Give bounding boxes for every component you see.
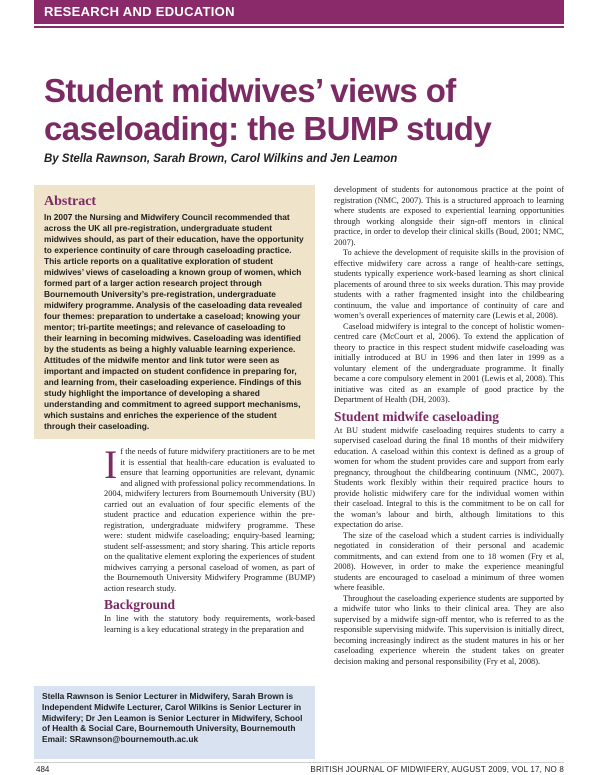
background-heading: Background: [104, 597, 176, 612]
section-header: [0, 0, 600, 24]
abstract-text: In 2007 the Nursing and Midwifery Council recommended that across the UK all pre-registration, undergraduate student midwives should, as part of their education, have the opportunity to experience continuity of care through caseloading practice. This article reports on a qualitative exploration of student midwives’ views of caseloading a known group of women, which formed part of a larger action research project through Bournemouth University’s pre-registration, undergraduate midwifery programme. Analysis of the caseloading data revealed four themes: preparation to undertake a caseload; knowing your mentor; tri-partite meetings; and relevance of caseloading to their learning in becoming midwives. Caseloading was identified by the students as being a highly valuable learning experience. Attitudes of the midwife mentor and link tutor were seen as important and impacted on student confidence in preparing for, and learning from, their caseloading experience. Findings of this study highlight the importance of developing a shared understanding and commitment to agreed support mechanisms, which sustains and enriches the experience of the student through their caseloading.: [44, 212, 304, 431]
body-paragraph-2: To achieve the development of requisite skills in the provision of effective midwifery care across a range of health-care settings, students typically experience work-based learning as short clinical placements of around three to six weeks duration. This may provide students with a rather fragmented insight into the childbearing continuum, the value and importance of continuity of care and women’s overall experiences of maternity care (Lewis et al, 2008).: [334, 248, 564, 320]
author-affiliation-box: Stella Rawnson is Senior Lecturer in Midwifery, Sarah Brown is Independent Midwife Lecturer, Carol Wilkins is Senior Lecturer in Midwifery; Dr Jen Leamon is Senior Lecturer in Midwifery, School of Health & Social Care, Bournemouth University, Bournemouth Email: SRawnson@bournemouth.ac.uk: [34, 686, 315, 759]
section-header-rule: [34, 26, 564, 28]
body-paragraph-6: Throughout the caseloading experience students are supported by a midwife tutor who links to their clinical area. They are also supervised by a midwife sign-off mentor, who is referred to as the responsible supervising midwife. This supervision is initially direct, becoming increasingly indirect as the student matures in his or her caseloading experience wherein the student takes on greater decision making and personal responsibility (Fry et al, 2008).: [334, 593, 564, 666]
caseloading-heading: Student midwife caseloading: [334, 408, 500, 424]
section-label: RESEARCH AND EDUCATION: [44, 4, 235, 19]
intro-paragraph: [104, 442, 315, 594]
body-paragraph-1: development of students for autonomous practice at the point of registration (NMC, 2007). This is a structured approach to learning where students are exposed to experiential learning opportunities through working alongside their sign-off mentors in clinical practice, in order to develop their clinical skills (Boud, 2001; NMC, 2007).: [334, 185, 564, 247]
body-paragraph-5: The size of the caseload which a student carries is individually negotiated in consideration of their personal and academic commitments, and can extend from one to 18 women (Fry et al, 2008). However, in order to make the experience meaningful students are encouraged to caseload a minimum of three women where feasible.: [334, 530, 564, 592]
journal-citation: BRITISH JOURNAL OF MIDWIFERY, AUGUST 2009, VOL 17, NO 8: [310, 765, 564, 774]
body-paragraph-4: At BU student midwife caseloading requires students to carry a supervised caseload during the final 18 months of their midwifery education. A caseload within this context is defined as a group of women for whom the student provides care and support from early pregnancy, throughout the childbearing continuum (NMC, 2007). Students work flexibly within their required practice hours to provide holistic midwifery care for the individual women within their caseload. Integral to this is the commitment to be on call for the woman’s labour and birth, although limitations to this expectation do arise.: [334, 425, 564, 529]
background-paragraph: In line with the statutory body requirements, work-based learning is a key educational strategy in the preparation and: [104, 614, 315, 634]
article-title: Student midwives’ views of caseloading: the BUMP study: [44, 72, 492, 147]
intro-text: f the needs of future midwifery practitioners are to be met it is essential that health-care education is evaluated to ensure that learning opportunities are relevant, dynamic and aligned with professional policy recommendations. In 2004, midwifery lecturers from Bournemouth University (BU) carried out an evaluation of four specific elements of the student practice and education experience within the pre-registration, undergraduate midwifery programme. These were: student midwife caseloading; enquiry-based learning; student self-assessment; and story sharing. This article reports on the qualitative element exploring the experiences of student midwives carrying a personal caseload of women, as part of the Bournemouth University Midwifery Programme (BUMP) action research study.: [104, 447, 315, 593]
footer-rule: [34, 762, 564, 763]
abstract-heading: Abstract: [44, 194, 97, 209]
right-column: [334, 185, 564, 667]
page-number: 484: [36, 765, 50, 774]
byline: By Stella Rawnson, Sarah Brown, Carol Wilkins and Jen Leamon: [44, 153, 398, 165]
body-paragraph-3: Caseload midwifery is integral to the concept of holistic women-centred care (McCourt et al, 2006). To extend the application of theory to practice in this respect student midwife caseloading was initially introduced at BU in 1996 and then later in 1999 as a voluntary element of the undergraduate programme. It finally became a core compulsory element in 2001 (Lewis et al, 2008). This initiative was cited as an example of good practice by the Department of Health (DH, 2003).: [334, 321, 564, 404]
abstract-box: [34, 185, 315, 439]
left-column: [104, 442, 315, 635]
drop-cap: I: [104, 442, 118, 487]
